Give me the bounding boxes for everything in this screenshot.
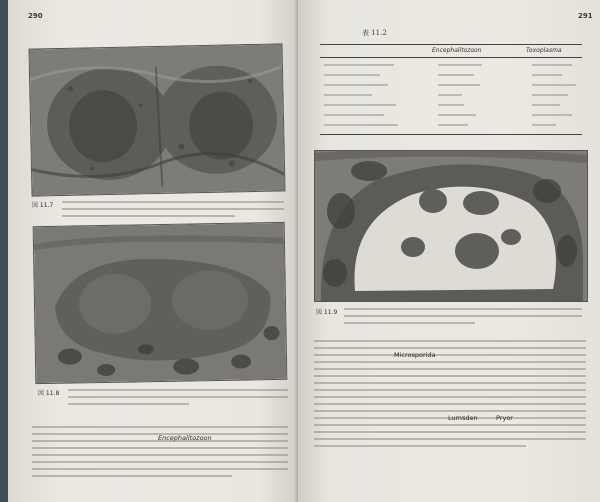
- left-page-folio: 290: [28, 12, 43, 20]
- table-cell: [532, 74, 562, 76]
- comparison-table: [320, 40, 582, 144]
- table-caption: 表 11.2: [362, 29, 387, 37]
- table-cell: [532, 64, 572, 66]
- right-body-term-microsporida: Microsporida: [394, 351, 436, 359]
- table-cell: [438, 94, 462, 96]
- left-page: [8, 0, 298, 502]
- right-page-folio: 291: [578, 12, 593, 20]
- figure-1-label: 図 11.7: [32, 202, 54, 209]
- table-header-toxoplasma: Toxoplasma: [526, 47, 562, 54]
- table-cell: [532, 114, 572, 116]
- figure-2-label: 図 11.8: [38, 390, 60, 397]
- table-cell: [438, 104, 464, 106]
- figure-3-caption-lines: [344, 308, 582, 329]
- table-cell: [532, 124, 556, 126]
- table-row: [324, 94, 372, 96]
- figure-3-label: 図 11.9: [316, 309, 338, 316]
- table-cell: [532, 84, 576, 86]
- figure-1-caption-lines: [62, 201, 284, 222]
- micrograph-plate-2: [33, 222, 288, 384]
- table-row: [324, 74, 380, 76]
- table-cell: [438, 64, 482, 66]
- micrograph-plate-1: [28, 43, 285, 196]
- right-body-term-pryor: Pryor: [496, 414, 513, 422]
- table-cell: [438, 84, 480, 86]
- figure-2-caption-lines: [68, 389, 288, 410]
- table-cell: [532, 104, 560, 106]
- table-cell: [438, 114, 476, 116]
- table-header-encephalitozoon: Encephalitozoon: [432, 47, 482, 54]
- right-page: [298, 0, 600, 502]
- table-cell: [438, 124, 468, 126]
- table-row: [324, 64, 394, 66]
- left-body-term: Encephalitozoon: [158, 434, 212, 442]
- table-row: [324, 124, 398, 126]
- table-row: [324, 114, 384, 116]
- right-body-text-lines: [314, 340, 586, 452]
- table-cell: [438, 74, 474, 76]
- table-row: [324, 84, 388, 86]
- right-body-term-lumsden: Lumsden: [448, 414, 478, 422]
- table-row: [324, 104, 396, 106]
- table-cell: [532, 94, 568, 96]
- micrograph-plate-3: [314, 150, 588, 302]
